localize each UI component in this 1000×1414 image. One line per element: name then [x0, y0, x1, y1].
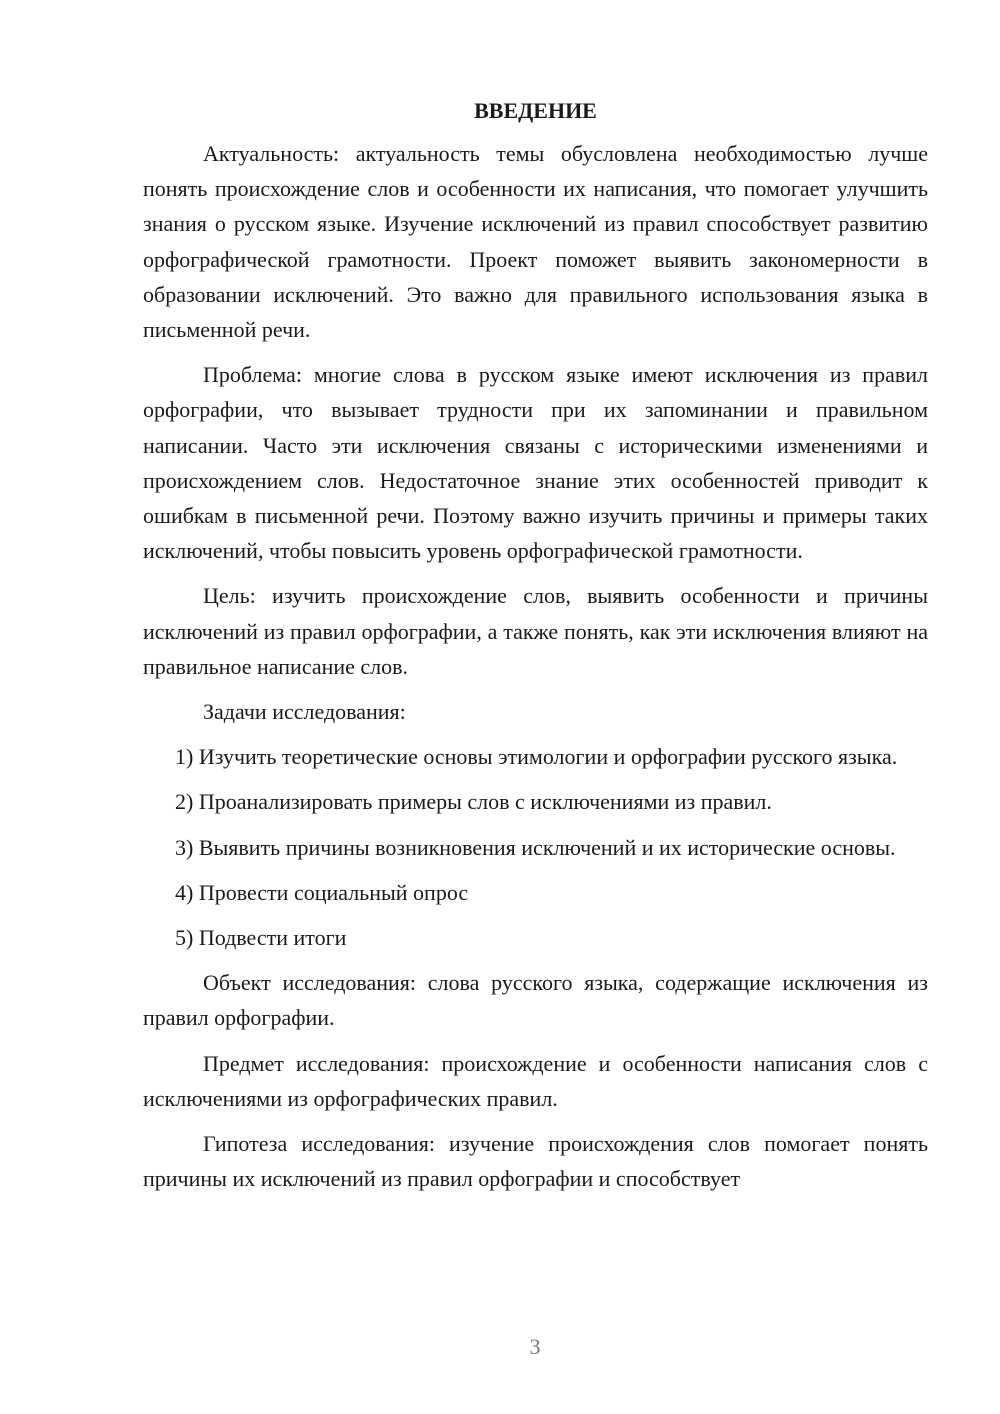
- tasks-heading: Задачи исследования:: [203, 699, 406, 725]
- hypothesis-paragraph: Гипотеза исследования: изучение происхождения слов помогает понять причины их исключений из правил орфографии и способствует: [143, 1131, 928, 1192]
- tasks-list: [143, 739, 928, 955]
- relevance-paragraph: Актуальность: актуальность темы обусловлена необходимостью лучше понять происхождение слов и особенности их написания, что помогает улучшить знания о русском языке. Изучение исключений из правил способствует развитию орфографической грамотности. Проект поможет выявить закономерности в образовании исключений. Это важно для правильного использования языка в письменной речи.: [143, 141, 928, 343]
- problem-paragraph: Проблема: многие слова в русском языке имеют исключения из правил орфографии, что вызывает трудности при их запоминании и правильном написании. Часто эти исключения связаны с историческими изменениями и происхождением слов. Недостаточное знание этих особенностей приводит к ошибкам в письменной речи. Поэтому важно изучить причины и примеры таких исключений, чтобы повысить уровень орфографической грамотности.: [143, 362, 928, 564]
- page-number: 3: [529, 1334, 541, 1359]
- task-item: 5) Подвести итоги: [175, 925, 347, 951]
- subject-paragraph: Предмет исследования: происхождение и особенности написания слов с исключениями из орфографических правил.: [143, 1050, 928, 1111]
- page-content: [143, 94, 928, 1206]
- section-title: ВВЕДЕНИЕ: [474, 98, 597, 123]
- goal-paragraph: Цель: изучить происхождение слов, выявить особенности и причины исключений из правил орфографии, а также понять, как эти исключения влияют на правильное написание слов.: [143, 583, 928, 679]
- task-item: 1) Изучить теоретические основы этимологии и орфографии русского языка.: [175, 744, 898, 770]
- task-item: 4) Провести социальный опрос: [175, 879, 469, 905]
- task-item: 3) Выявить причины возникновения исключений и их исторические основы.: [175, 834, 896, 860]
- task-item: 2) Проанализировать примеры слов с исключениями из правил.: [175, 789, 772, 815]
- object-paragraph: Объект исследования: слова русского языка, содержащие исключения из правил орфографии.: [143, 970, 928, 1031]
